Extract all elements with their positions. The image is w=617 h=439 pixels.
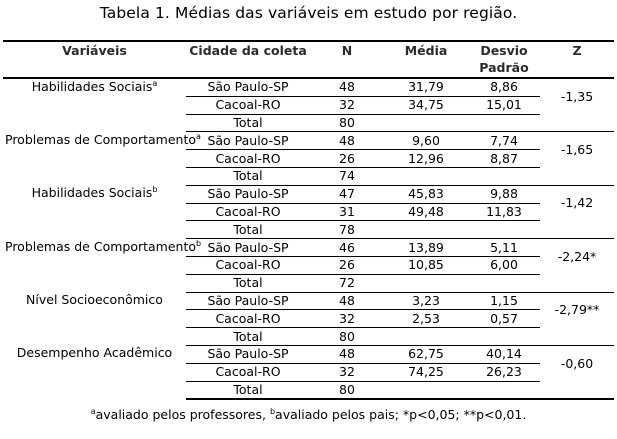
city-cell: Cacoal-RO bbox=[186, 203, 310, 221]
variable-superscript: a bbox=[152, 79, 158, 88]
desvio-cell: 26,23 bbox=[468, 363, 540, 381]
media-cell: 3,23 bbox=[384, 292, 468, 310]
empty-cell bbox=[384, 114, 468, 132]
empty-cell bbox=[540, 328, 614, 346]
n-cell: 48 bbox=[310, 292, 384, 310]
table-row bbox=[3, 132, 614, 150]
variable-name: Habilidades Sociais bbox=[31, 185, 153, 201]
z-cell: -2,24* bbox=[557, 248, 597, 264]
empty-cell bbox=[540, 381, 614, 399]
city-cell: São Paulo-SP bbox=[186, 345, 310, 363]
city-cell: Cacoal-RO bbox=[186, 256, 310, 274]
city-cell: Cacoal-RO bbox=[186, 363, 310, 381]
total-label-cell: Total bbox=[186, 381, 310, 399]
media-cell: 10,85 bbox=[384, 256, 468, 274]
total-label-cell: Total bbox=[186, 274, 310, 292]
n-cell: 47 bbox=[310, 185, 384, 203]
desvio-cell: 1,15 bbox=[468, 292, 540, 310]
header-variaveis: Variáveis bbox=[3, 41, 186, 78]
table-row bbox=[3, 345, 614, 363]
header-z: Z bbox=[540, 41, 614, 78]
table-title: Tabela 1. Médias das variáveis em estudo por região. bbox=[99, 4, 518, 22]
media-cell: 9,60 bbox=[384, 132, 468, 150]
empty-cell bbox=[468, 328, 540, 346]
empty-cell bbox=[540, 221, 614, 239]
footnote-text-a: avaliado pelos professores, bbox=[95, 407, 270, 422]
city-cell: Cacoal-RO bbox=[186, 150, 310, 168]
total-n-cell: 72 bbox=[310, 274, 384, 292]
empty-cell bbox=[384, 274, 468, 292]
desvio-cell: 8,86 bbox=[468, 78, 540, 96]
empty-cell bbox=[468, 167, 540, 185]
total-label-cell: Total bbox=[186, 167, 310, 185]
media-cell: 34,75 bbox=[384, 96, 468, 114]
table-row bbox=[3, 185, 614, 203]
n-cell: 32 bbox=[310, 310, 384, 328]
data-table bbox=[3, 40, 614, 400]
empty-cell bbox=[540, 167, 614, 185]
total-label-cell: Total bbox=[186, 114, 310, 132]
desvio-cell: 9,88 bbox=[468, 185, 540, 203]
media-cell: 74,25 bbox=[384, 363, 468, 381]
desvio-cell: 15,01 bbox=[468, 96, 540, 114]
city-cell: São Paulo-SP bbox=[186, 292, 310, 310]
z-cell: -1,35 bbox=[560, 88, 594, 104]
empty-cell bbox=[384, 167, 468, 185]
n-cell: 48 bbox=[310, 78, 384, 96]
desvio-cell: 6,00 bbox=[468, 256, 540, 274]
total-n-cell: 80 bbox=[310, 114, 384, 132]
footnote-text-b: avaliado pelos pais; *p<0,05; **p<0,01. bbox=[275, 407, 527, 422]
empty-cell bbox=[540, 274, 614, 292]
total-n-cell: 80 bbox=[310, 381, 384, 399]
city-cell: São Paulo-SP bbox=[186, 185, 310, 203]
total-label-cell: Total bbox=[186, 328, 310, 346]
n-cell: 46 bbox=[310, 239, 384, 257]
media-cell: 13,89 bbox=[384, 239, 468, 257]
empty-cell bbox=[468, 221, 540, 239]
media-cell: 2,53 bbox=[384, 310, 468, 328]
variable-superscript: a bbox=[196, 131, 201, 141]
n-cell: 32 bbox=[310, 363, 384, 381]
total-n-cell: 78 bbox=[310, 221, 384, 239]
empty-cell bbox=[468, 274, 540, 292]
n-cell: 26 bbox=[310, 150, 384, 168]
variable-cell bbox=[3, 78, 186, 132]
city-cell: São Paulo-SP bbox=[186, 78, 310, 96]
media-cell: 31,79 bbox=[384, 78, 468, 96]
city-cell: São Paulo-SP bbox=[186, 132, 310, 150]
desvio-cell: 40,14 bbox=[468, 345, 540, 363]
z-cell: -2,79** bbox=[554, 302, 600, 318]
city-cell: Cacoal-RO bbox=[186, 96, 310, 114]
city-cell: São Paulo-SP bbox=[186, 239, 310, 257]
total-label-cell: Total bbox=[186, 221, 310, 239]
n-cell: 48 bbox=[310, 132, 384, 150]
variable-cell bbox=[3, 185, 186, 238]
total-n-cell: 80 bbox=[310, 328, 384, 346]
table-footnote bbox=[0, 407, 617, 422]
empty-cell bbox=[384, 381, 468, 399]
z-cell: -1,65 bbox=[560, 141, 594, 157]
variable-name: Problemas de Comportamento bbox=[5, 238, 197, 254]
variable-cell bbox=[3, 131, 201, 185]
media-cell: 49,48 bbox=[384, 203, 468, 221]
desvio-cell: 0,57 bbox=[468, 310, 540, 328]
n-cell: 26 bbox=[310, 256, 384, 274]
city-cell: Cacoal-RO bbox=[186, 310, 310, 328]
variable-name: Desempenho Acadêmico bbox=[16, 345, 173, 361]
desvio-cell: 8,87 bbox=[468, 150, 540, 168]
n-cell: 32 bbox=[310, 96, 384, 114]
table-row bbox=[3, 78, 614, 96]
variable-superscript: b bbox=[196, 238, 202, 248]
header-desvio: Desvio Padrão bbox=[468, 41, 540, 78]
variable-name: Problemas de Comportamento bbox=[5, 131, 197, 147]
table-row bbox=[3, 292, 614, 310]
desvio-cell: 7,74 bbox=[468, 132, 540, 150]
desvio-cell: 5,11 bbox=[468, 239, 540, 257]
header-media: Média bbox=[384, 41, 468, 78]
media-cell: 45,83 bbox=[384, 185, 468, 203]
table-row bbox=[3, 239, 614, 257]
footnote-sup-b: b bbox=[269, 407, 276, 416]
empty-cell bbox=[384, 221, 468, 239]
media-cell: 12,96 bbox=[384, 150, 468, 168]
empty-cell bbox=[468, 114, 540, 132]
n-cell: 48 bbox=[310, 345, 384, 363]
media-cell: 62,75 bbox=[384, 345, 468, 363]
variable-name: Habilidades Sociais bbox=[31, 79, 153, 94]
n-cell: 31 bbox=[310, 203, 384, 221]
variable-name: Nível Socioeconômico bbox=[26, 292, 163, 308]
header-row bbox=[3, 41, 614, 78]
empty-cell bbox=[468, 381, 540, 399]
empty-cell bbox=[540, 114, 614, 132]
total-n-cell: 74 bbox=[310, 167, 384, 185]
desvio-cell: 11,83 bbox=[468, 203, 540, 221]
footnote-sup-a: a bbox=[90, 407, 96, 416]
variable-cell bbox=[3, 345, 186, 399]
header-cidade: Cidade da coleta bbox=[186, 41, 310, 78]
z-cell: -1,42 bbox=[560, 195, 594, 211]
z-cell: -0,60 bbox=[560, 355, 594, 371]
variable-cell bbox=[3, 238, 202, 292]
variable-cell bbox=[3, 292, 186, 345]
header-n: N bbox=[310, 41, 384, 78]
empty-cell bbox=[384, 328, 468, 346]
variable-superscript: b bbox=[152, 185, 158, 195]
